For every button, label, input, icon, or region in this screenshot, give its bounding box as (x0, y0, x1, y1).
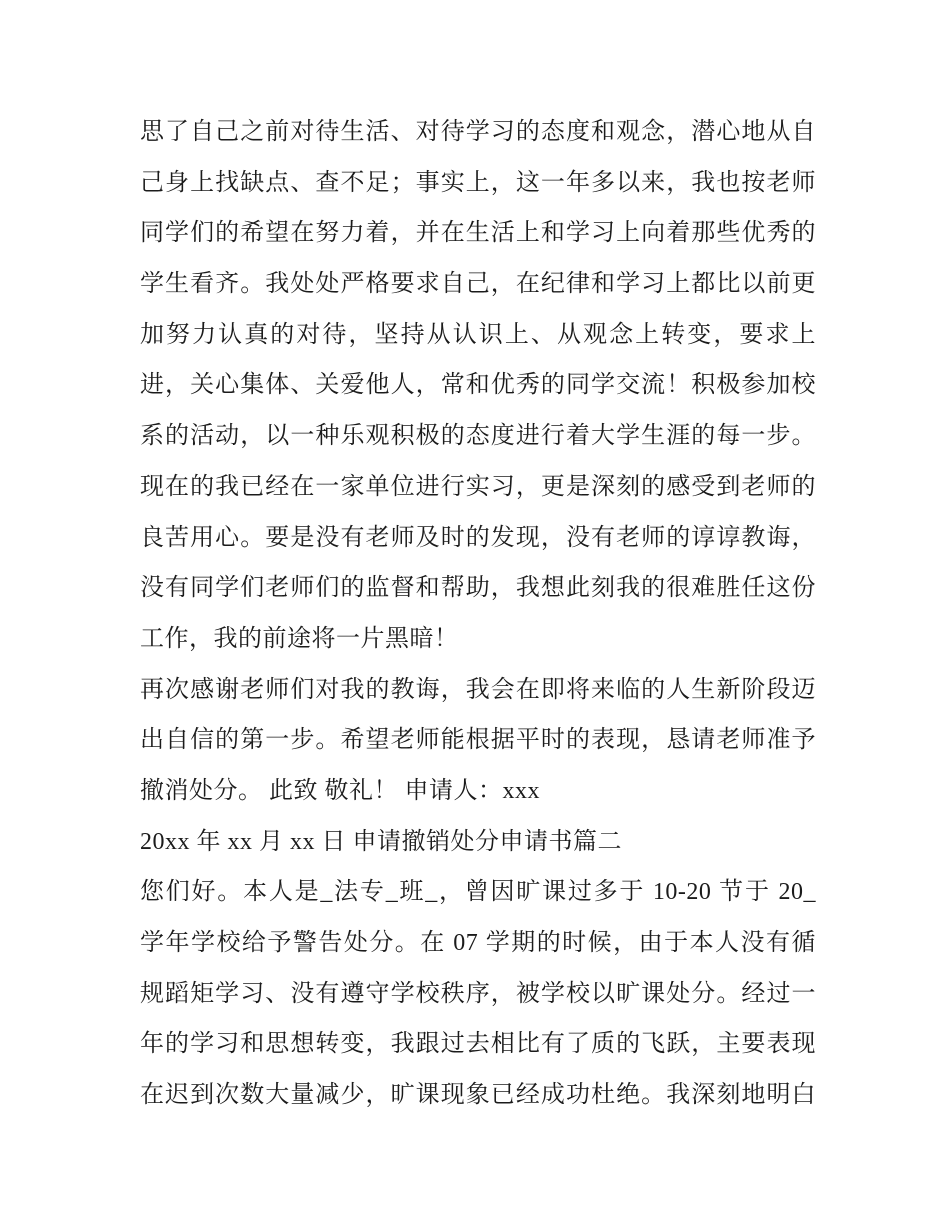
text-line: 再次感谢老师们对我的教诲，我会在即将来临的人生新阶段迈 (140, 676, 816, 703)
text-line: 同学们的希望在努力着，并在生活上和学习上向着那些优秀的 (140, 220, 816, 247)
text-line: 没有同学们老师们的监督和帮助，我想此刻我的很难胜任这份 (140, 575, 816, 602)
text-line: 年的学习和思想转变，我跟过去相比有了质的飞跃，主要表现 (140, 1031, 816, 1058)
text-line: 规蹈矩学习、没有遵守学校秩序，被学校以旷课处分。经过一 (140, 980, 816, 1007)
text-line-paragraph-end: 工作，我的前途将一片黑暗！ (140, 625, 459, 652)
text-line: 学生看齐。我处处严格要求自己，在纪律和学习上都比以前更 (140, 271, 816, 298)
text-line: 系的活动，以一种乐观积极的态度进行着大学生涯的每一步。 (140, 423, 816, 450)
text-line: 加努力认真的对待，坚持从认识上、从观念上转变，要求上 (140, 321, 816, 348)
text-line: 学年学校给予警告处分。在 07 学期的时候，由于本人没有循 (140, 930, 816, 956)
text-line: 思了自己之前对待生活、对待学习的态度和观念，潜心地从自 (140, 119, 816, 145)
text-line: 您们好。本人是_法专_班_，曾因旷课过多于 10-20 节于 20_ (140, 879, 816, 906)
text-line: 进，关心集体、关爱他人，常和优秀的同学交流！积极参加校 (140, 372, 816, 399)
text-line: 现在的我已经在一家单位进行实习，更是深刻的感受到老师的 (140, 473, 816, 500)
document-text-block (140, 107, 816, 1121)
text-line: 己身上找缺点、查不足；事实上，这一年多以来，我也按老师 (140, 169, 816, 196)
text-line-date-and-section-title: 20xx 年 xx 月 xx 日 申请撤销处分申请书篇二 (140, 828, 622, 855)
text-line: 出自信的第一步。希望老师能根据平时的表现，恳请老师准予 (140, 727, 816, 754)
text-line: 在迟到次数大量减少，旷课现象已经成功杜绝。我深刻地明白 (140, 1082, 816, 1109)
text-line-signature: 撤消处分。 此致 敬礼！ 申请人：xxx (140, 777, 540, 804)
text-line: 良苦用心。要是没有老师及时的发现，没有老师的谆谆教诲， (140, 524, 816, 551)
